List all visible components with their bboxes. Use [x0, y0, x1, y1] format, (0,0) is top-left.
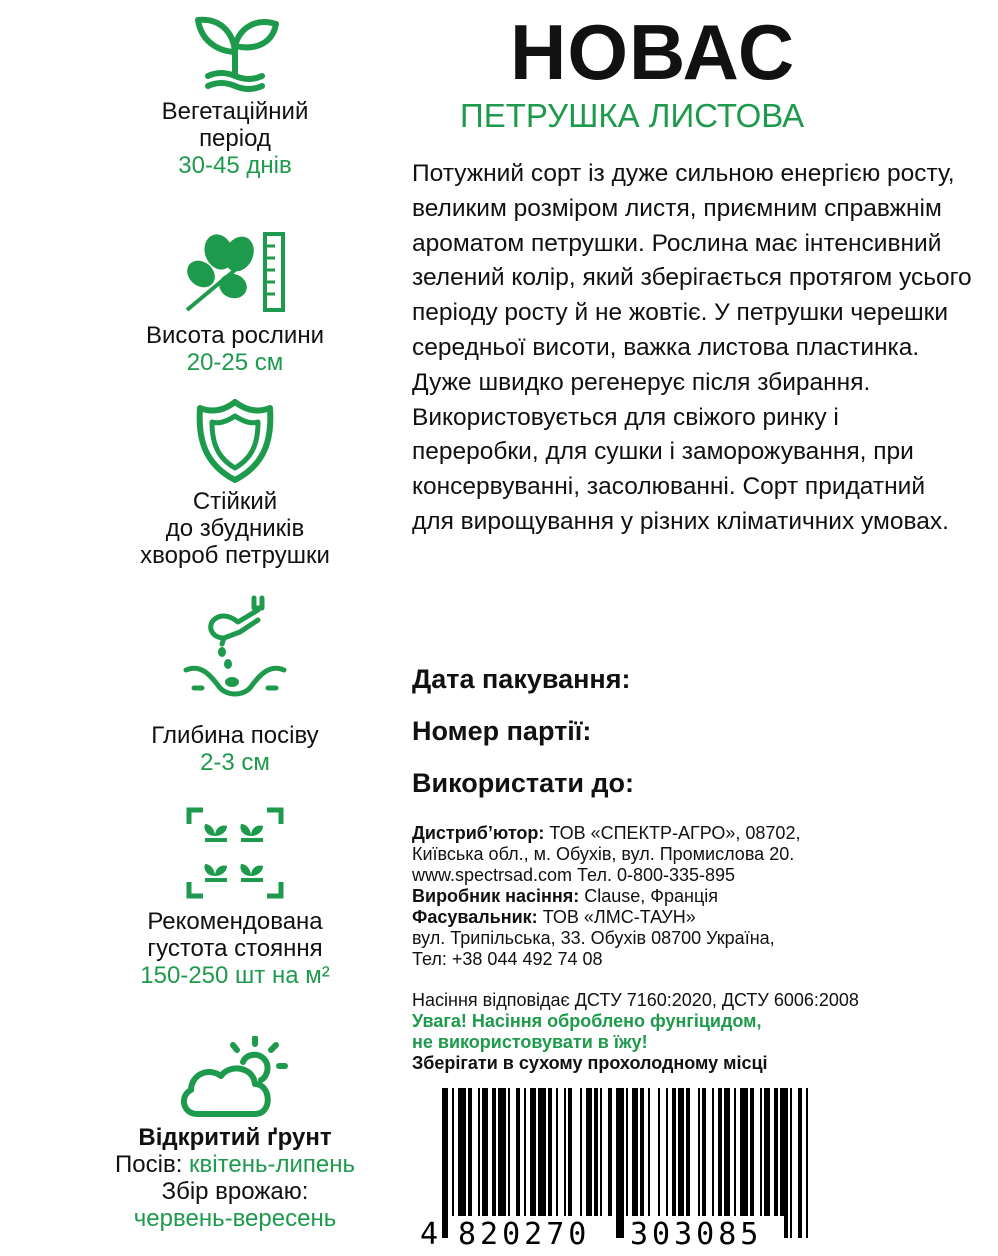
barcode-bar: [780, 1088, 788, 1238]
barcode-bar: [568, 1088, 572, 1238]
barcode-bar: [718, 1088, 722, 1238]
sowing-label: Посів:: [115, 1151, 183, 1178]
barcode-bar: [626, 1088, 628, 1238]
barcode-bar: [702, 1088, 706, 1238]
barcode-bar: [790, 1088, 792, 1238]
batch-label: Номер партії:: [412, 716, 592, 746]
product-subtitle: ПЕТРУШКА ЛИСТОВА: [460, 97, 805, 134]
density-line2: густота стояння: [147, 935, 323, 962]
barcode-bar: [608, 1088, 612, 1238]
vegetation-value: 30-45 днів: [178, 152, 292, 179]
barcode-bar: [750, 1088, 754, 1238]
depth-value: 2-3 см: [200, 749, 270, 776]
barcode-bar: [458, 1088, 466, 1238]
product-description: Потужний сорт із дуже сильною енергією росту, великим розміром листя, приємним справжнім ароматом петрушки. Рослина має інтенсивний зелений колір, який зберігається протягом усього періоду росту й не жовтіє. У петрушки черешки середньої висоти, важка листова пластинка. Дуже швидко регенерує після збирання. Використовується для свіжого ринку і переробки, для сушки і заморожування, при консервуванні, засолюванні. Сорт придатний для вирощування у різних кліматичних умовах.: [412, 160, 972, 535]
feature-resistance: [0, 398, 470, 569]
parsley-ruler-icon: [175, 230, 295, 314]
distributor-line1: ТОВ «СПЕКТР-АГРО», 08702,: [544, 823, 801, 843]
ground-title: Відкритий ґрунт: [138, 1124, 332, 1151]
sowing-hand-icon: [180, 592, 290, 704]
packer-label: Фасувальник:: [412, 907, 538, 927]
barcode-bar: [712, 1088, 714, 1238]
sprout-icon: [180, 12, 290, 92]
barcode-bar: [740, 1088, 748, 1238]
barcode-bar: [600, 1088, 602, 1238]
barcode: [412, 1088, 832, 1248]
barcode-bar: [698, 1088, 700, 1238]
cloud-sun-icon: [175, 1036, 295, 1120]
barcode-bar: [548, 1088, 552, 1238]
barcode-bar: [556, 1088, 558, 1238]
barcode-group1: 820270: [458, 1217, 591, 1248]
shield-icon: [190, 398, 280, 484]
barcode-bar: [616, 1088, 624, 1238]
barcode-bar: [764, 1088, 770, 1238]
barcode-bar: [516, 1088, 520, 1238]
barcode-bar: [774, 1088, 778, 1238]
distributor-line2: Київська обл., м. Обухів, вул. Промислова 20.: [412, 844, 795, 864]
barcode-bar: [442, 1088, 448, 1238]
barcode-bar: [658, 1088, 660, 1238]
barcode-bar: [524, 1088, 526, 1238]
barcode-bar: [508, 1088, 510, 1238]
barcode-bar: [640, 1088, 644, 1238]
feature-height: [0, 230, 470, 376]
barcode-bar: [724, 1088, 730, 1238]
density-line1: Рекомендована: [147, 908, 323, 935]
resistance-line1: Стійкий: [192, 488, 278, 515]
producer-label: Виробник насіння:: [412, 886, 580, 906]
notes-block: [412, 990, 972, 1074]
feature-ground: [0, 1036, 470, 1232]
barcode-bar: [686, 1088, 690, 1238]
warning-line2: не використовувати в їжу!: [412, 1032, 648, 1052]
barcode-bar: [482, 1088, 488, 1238]
density-value: 150-250 шт на м²: [140, 962, 330, 989]
barcode-bar: [666, 1088, 668, 1238]
barcode-bar: [538, 1088, 546, 1238]
feature-depth: [0, 592, 470, 776]
barcode-bar: [798, 1088, 802, 1238]
vegetation-line1: Вегетаційний: [161, 98, 309, 125]
barcode-group2: 303085: [630, 1217, 763, 1248]
vegetation-line2: період: [199, 125, 271, 152]
barcode-bar: [498, 1088, 506, 1238]
feature-vegetation: [0, 12, 470, 179]
harvest-label: Збір врожаю:: [161, 1178, 309, 1205]
product-name: НОВАС: [510, 8, 796, 96]
pack-date-label: Дата пакування:: [412, 664, 631, 694]
use-by-label: Використати до:: [412, 768, 635, 798]
packer-line3: Тел: +38 044 492 74 08: [412, 949, 603, 969]
company-info: [412, 823, 972, 970]
barcode-bar: [760, 1088, 762, 1238]
barcode-bar: [648, 1088, 650, 1238]
producer-value: Clause, Франція: [579, 886, 719, 906]
depth-line1: Глибина посіву: [151, 722, 319, 749]
packer-line1: ТОВ «ЛМС-ТАУН»: [537, 907, 696, 927]
barcode-bar: [530, 1088, 536, 1238]
warning-line1: Увага! Насіння оброблено фунгіцидом,: [412, 1011, 762, 1031]
barcode-bar: [478, 1088, 480, 1238]
plant-grid-icon: [185, 806, 285, 900]
barcode-bar: [594, 1088, 598, 1238]
height-value: 20-25 см: [186, 349, 284, 376]
barcode-bar: [492, 1088, 496, 1238]
distributor-label: Дистриб’ютор:: [412, 823, 545, 843]
barcode-bar: [632, 1088, 638, 1238]
barcode-bar: [452, 1088, 454, 1238]
barcode-first-digit: 4: [420, 1217, 439, 1248]
packer-line2: вул. Трипільська, 33. Обухів 08700 Україна,: [412, 928, 775, 948]
harvest-value: червень-вересень: [133, 1205, 337, 1232]
sowing-value: квітень-липень: [189, 1151, 355, 1178]
barcode-bar: [672, 1088, 676, 1238]
standard-note: Насіння відповідає ДСТУ 7160:2020, ДСТУ 6006:2008: [412, 990, 859, 1010]
resistance-line3: хвороб петрушки: [140, 542, 330, 569]
feature-density: [0, 806, 470, 989]
barcode-bar: [564, 1088, 566, 1238]
resistance-line2: до збудників: [165, 515, 305, 542]
barcode-bar: [586, 1088, 592, 1238]
height-line1: Висота рослини: [145, 322, 324, 349]
distributor-line3: www.spectrsad.com Тел. 0-800-335-895: [412, 865, 736, 885]
barcode-bar: [678, 1088, 684, 1238]
barcode-bar: [580, 1088, 582, 1238]
barcode-bar: [468, 1088, 472, 1238]
barcode-bar: [806, 1088, 808, 1238]
storage-note: Зберігати в сухому прохолодному місці: [412, 1053, 768, 1073]
barcode-bar: [734, 1088, 736, 1238]
